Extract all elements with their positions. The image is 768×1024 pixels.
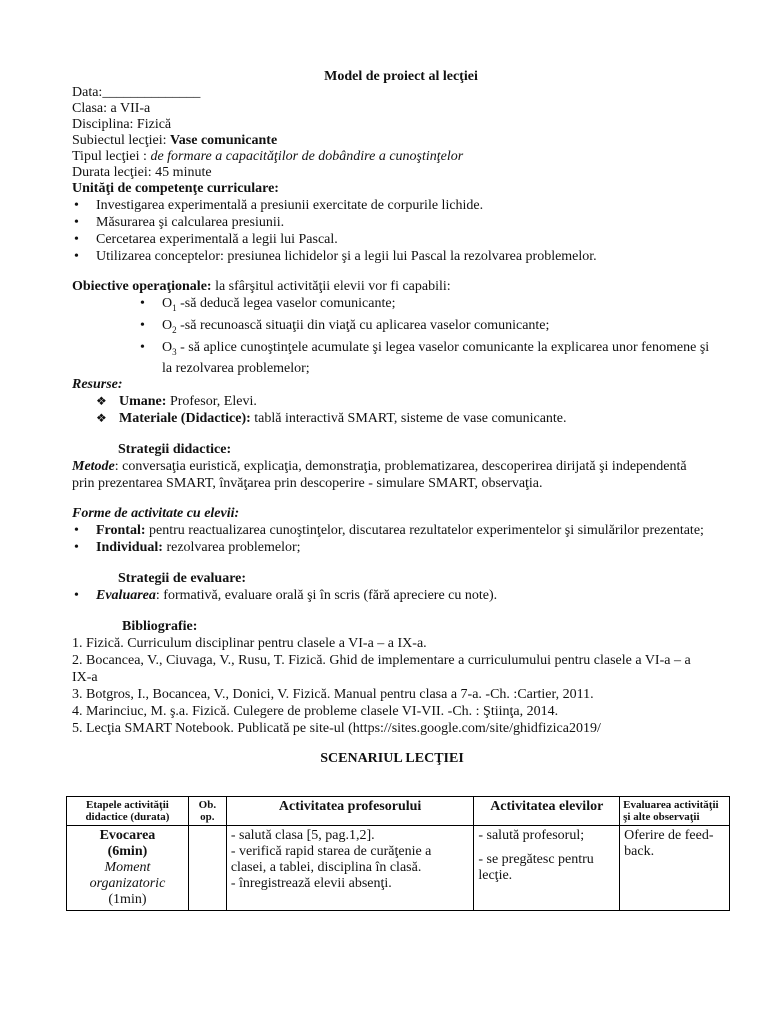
list-item: • Investigarea experimentală a presiunii exercitate de corpurile lichide.	[72, 197, 712, 214]
header-objectives: Ob. op.	[188, 797, 226, 826]
scenario-table	[66, 796, 730, 911]
resources-list	[72, 393, 712, 427]
table-header-row	[67, 797, 730, 826]
methods-paragraph: Metode: conversaţia euristică, explicaţia, demonstraţia, problematizarea, descoperirea dirijată şi independentă prin prezentarea SMART, învăţarea prin descoperire - simulare SMART, observaţia.	[72, 459, 687, 492]
header-student-activity: Activitatea elevilor	[474, 797, 620, 826]
discipline-line: Disciplina: Fizică	[72, 117, 172, 132]
competences-list	[72, 197, 712, 265]
lesson-type-line: Tipul lecţiei : de formare a capacitǎţilor de dobândire a cunoştinţelor	[72, 149, 464, 164]
bibliography-item: 5. Lecţia SMART Notebook. Publicată pe site-ul (https://sites.google.com/site/ghidfizica2019/	[72, 721, 601, 737]
activity-forms-list	[72, 522, 712, 556]
objective-cell	[188, 826, 226, 911]
bibliography-item: 3. Botgros, I., Bocancea, V., Donici, V. Fizică. Manual pentru clasa a 7-a. -Ch. :Cartier, 2011.	[72, 687, 594, 703]
header-teacher-activity: Activitatea profesorului	[226, 797, 474, 826]
list-item: • Individual: rezolvarea problemelor;	[72, 539, 712, 556]
list-item: • Utilizarea conceptelor: presiunea lichidelor şi a legii lui Pascal la rezolvarea problemelor.	[72, 248, 712, 265]
date-line: Data:______________	[72, 85, 201, 100]
objectives-list	[72, 295, 712, 377]
bibliography-item: 4. Marinciuc, M. ş.a. Fizică. Culegere de probleme clasele VI-VII. -Ch. : Ştiinţa, 2014.	[72, 704, 559, 720]
bibliography-item: 1. Fizică. Curriculum disciplinar pentru clasele a VI-a – a IX-a.	[72, 636, 427, 652]
teacher-activity-cell: - salută clasa [5, pag.1,2]. - verifică rapid starea de curăţenie a clasei, a tablei, disciplina în clasă. - înregistrează elevii absenţi.	[226, 826, 474, 911]
list-item: • Frontal: pentru reactualizarea cunoştinţelor, discutarea rezultatelor experimentelor şi simulărilor prezentate;	[72, 522, 712, 539]
list-item: • $O_3$ - să aplice cunoştinţele acumulate şi legea vaselor comunicante la explicarea unor fenomene şi la rezolvarea problemelor;	[138, 339, 712, 378]
competences-heading: Unităţi de competenţe curriculare:	[72, 181, 279, 196]
strategies-heading: Strategii didactice:	[118, 442, 232, 458]
objectives-heading-line: Obiective operaţionale: la sfârşitul activităţii elevii vor fi capabili:	[72, 279, 451, 294]
activity-forms-heading: Forme de activitate cu elevii:	[72, 506, 240, 522]
header-evaluation: Evaluarea activităţii şi alte observaţii	[620, 797, 730, 826]
evaluation-heading: Strategii de evaluare:	[118, 571, 247, 587]
duration-line: Durata lecţiei: 45 minute	[72, 165, 212, 180]
lesson-plan-page	[72, 68, 712, 767]
stage-cell: Evocarea (6min) Moment organizatoric (1min)	[67, 826, 189, 911]
evaluation-list	[72, 587, 712, 604]
header-stages: Etapele activităţii didactice (durata)	[67, 797, 189, 826]
list-item: ❖ Umane: Profesor, Elevi.	[96, 393, 712, 410]
subject-value: Vase comunicante	[169, 133, 278, 148]
list-item: • Evaluarea: formativă, evaluare orală şi în scris (fără apreciere cu note).	[72, 587, 712, 604]
student-activity-cell: - salută profesorul; - se pregătesc pentru lecţie.	[474, 826, 620, 911]
list-item: • $O_1$ -să deducă legea vaselor comunicante;	[138, 295, 712, 317]
table-row	[67, 826, 730, 911]
list-item: • Cercetarea experimentală a legii lui Pascal.	[72, 231, 712, 248]
page-title: Model de proiect al lecţiei	[324, 69, 478, 84]
evaluation-cell: Oferire de feed-back.	[620, 826, 730, 911]
lesson-type-value: de formare a capacitǎţilor de dobândire a cunoştinţelor	[150, 149, 464, 164]
list-item: • $O_2$ -să recunoască situaţii din viaţă cu aplicarea vaselor comunicante;	[138, 317, 712, 339]
bibliography-item: 2. Bocancea, V., Ciuvaga, V., Rusu, T. Fizică. Ghid de implementare a curriculumului pentru clasele a VI-a – a IX-a	[72, 653, 691, 686]
subject-line: Subiectul lecţiei: Vase comunicante	[72, 133, 278, 148]
list-item: • Măsurarea şi calcularea presiunii.	[72, 214, 712, 231]
class-line: Clasa: a VII-a	[72, 101, 151, 116]
bibliography-heading: Bibliografie:	[122, 619, 198, 635]
scenario-title: SCENARIUL LECŢIEI	[320, 751, 464, 767]
resources-heading: Resurse:	[72, 377, 123, 393]
list-item: ❖ Materiale (Didactice): tablă interactivă SMART, sisteme de vase comunicante.	[96, 410, 712, 427]
